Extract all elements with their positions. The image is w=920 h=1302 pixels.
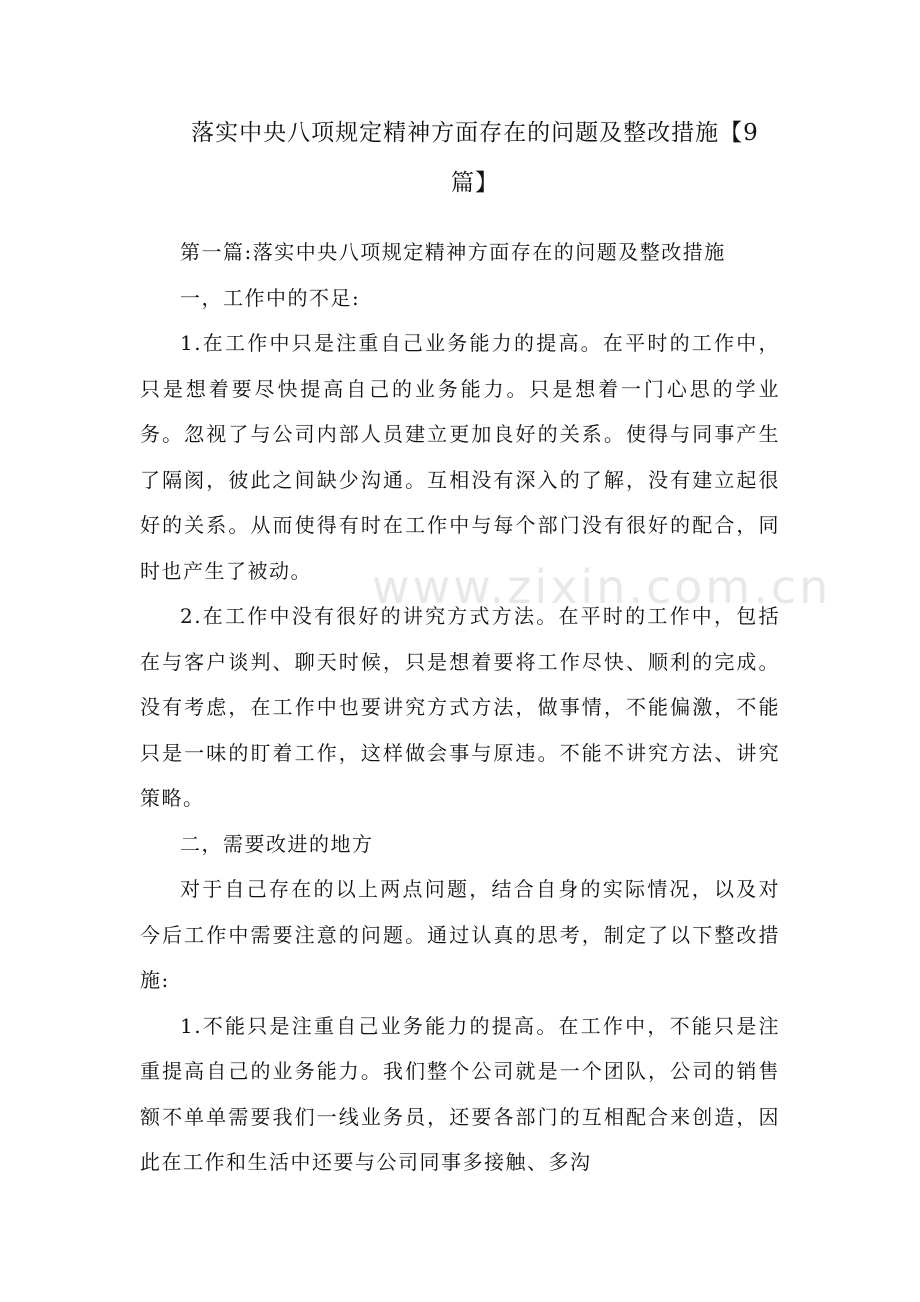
document-body	[140, 230, 780, 1186]
paragraph-shortcoming-2: 2.在工作中没有很好的讲究方式方法。在平时的工作中，包括在与客户谈判、聊天时候，只是想着要将工作尽快、顺利的完成。没有考虑，在工作中也要讲究方式方法，做事情，不能偏激，不能只是一味的盯着工作，这样做会事与原违。不能不讲究方法、讲究策略。	[140, 604, 780, 810]
paragraph-shortcoming-1: 1.在工作中只是注重自己业务能力的提高。在平时的工作中，只是想着要尽快提高自己的业务能力。只是想着一门心思的学业务。忽视了与公司内部人员建立更加良好的关系。使得与同事产生了隔阂，彼此之间缺少沟通。互相没有深入的了解，没有建立起很好的关系。从而使得有时在工作中与每个部门没有很好的配合，同时也产生了被动。	[140, 331, 780, 583]
paragraph-improvement-heading: 二，需要改进的地方	[180, 831, 374, 856]
document-title	[140, 108, 780, 208]
title-line-2: 篇】	[451, 170, 499, 196]
paragraph-shortcomings-heading: 一，工作中的不足:	[180, 285, 361, 310]
paragraph-improvement-intro: 对于自己存在的以上两点问题，结合自身的实际情况，以及对今后工作中需要注意的问题。通过认真的思考，制定了以下整改措施:	[140, 877, 780, 992]
paragraph-measure-1: 1.不能只是注重自己业务能力的提高。在工作中，不能只是注重提高自己的业务能力。我们整个公司就是一个团队，公司的销售额不单单需要我们一线业务员，还要各部门的互相配合来创造，因此在工作和生活中还要与公司同事多接触、多沟	[140, 1013, 780, 1174]
title-line-1: 落实中央八项规定精神方面存在的问题及整改措施【9	[191, 120, 759, 146]
paragraph-section-heading: 第一篇:落实中央八项规定精神方面存在的问题及整改措施	[180, 240, 726, 264]
watermark: www.zixin.com.cn	[372, 560, 832, 614]
document-content	[140, 108, 780, 1186]
